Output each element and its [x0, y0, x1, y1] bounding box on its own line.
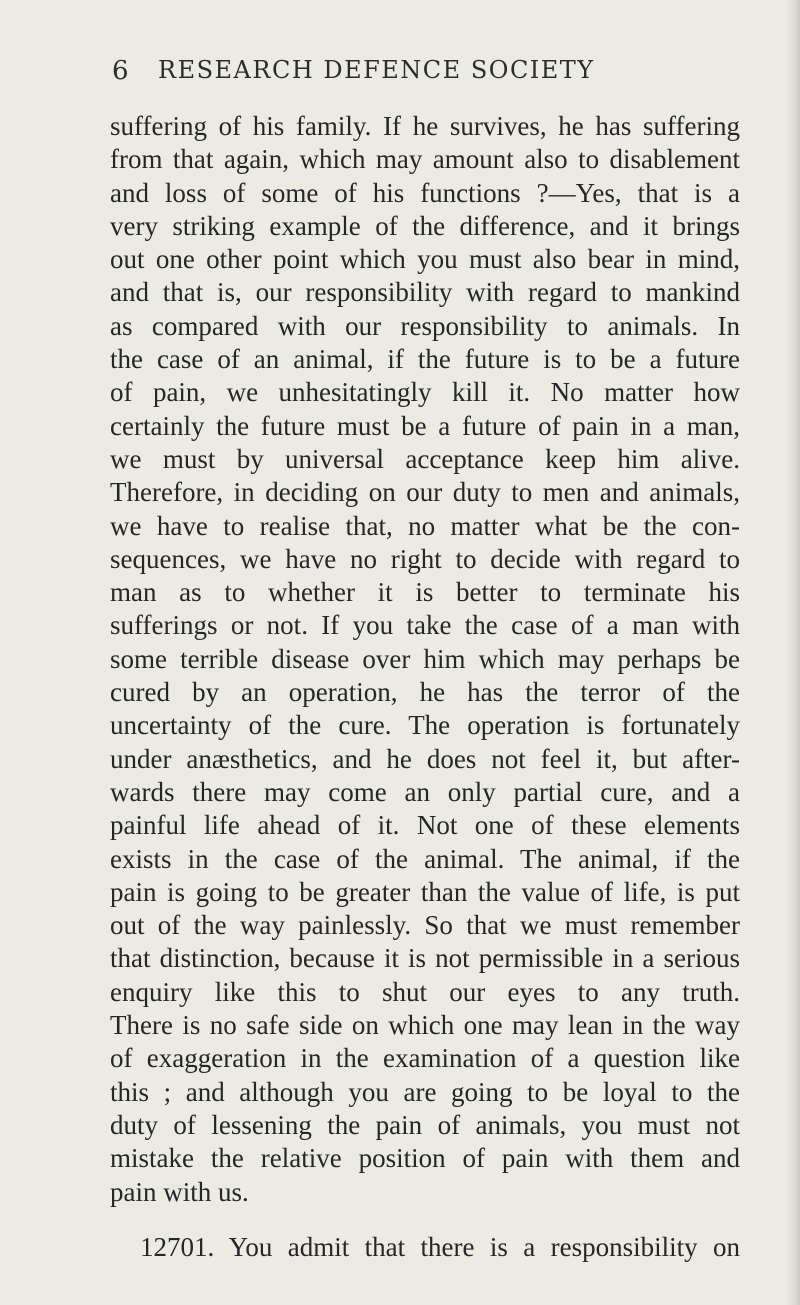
- text-line: cured by an operation, he has the terror of the: [110, 677, 740, 708]
- text-line: very striking example of the difference, and it brings: [110, 210, 740, 241]
- text-line: enquiry like this to shut our eyes to any truth.: [110, 976, 740, 1007]
- text-line: Therefore, in deciding on our duty to men and animals,: [110, 477, 740, 508]
- text-line: out of the way painlessly. So that we must remember: [110, 910, 740, 941]
- text-line: painful life ahead of it. Not one of these elements: [110, 810, 740, 841]
- text-line: and loss of some of his functions ?—Yes, that is a: [110, 177, 740, 208]
- text-line: 12701. You admit that there is a responsibility on: [140, 1231, 740, 1262]
- text-line: sufferings or not. If you take the case of a man with: [110, 610, 740, 641]
- text-line: pain is going to be greater than the value of life, is put: [110, 876, 740, 907]
- text-line: of exaggeration in the examination of a question like: [110, 1043, 740, 1074]
- text-line: sequences, we have no right to decide with regard to: [110, 543, 740, 574]
- text-line: of pain, we unhesitatingly kill it. No matter how: [110, 377, 740, 408]
- body-text: [110, 110, 740, 1264]
- running-head: [112, 56, 672, 92]
- text-line: that distinction, because it is not permissible in a serious: [110, 943, 740, 974]
- text-line: under anæsthetics, and he does not feel it, but after-: [110, 743, 740, 774]
- answer-paragraph: [110, 110, 740, 1209]
- running-title: RESEARCH DEFENCE SOCIETY: [158, 56, 595, 84]
- text-line: man as to whether it is better to terminate his: [110, 577, 740, 608]
- page-edge-shadow: [786, 0, 800, 1305]
- text-line: suffering of his family. If he survives, he has suffering: [110, 111, 740, 141]
- text-line: we have to realise that, no matter what be the con-: [110, 510, 740, 541]
- text-line: from that again, which may amount also to disablement: [110, 144, 740, 175]
- text-line: the case of an animal, if the future is to be a future: [110, 344, 740, 375]
- text-line: this ; and although you are going to be loyal to the: [110, 1076, 740, 1107]
- question-paragraph: [110, 1231, 740, 1264]
- text-line: we must by universal acceptance keep him alive.: [110, 443, 740, 474]
- text-line: mistake the relative position of pain with them and: [110, 1143, 740, 1174]
- text-line: There is no safe side on which one may lean in the way: [110, 1010, 740, 1041]
- text-line: exists in the case of the animal. The animal, if the: [110, 843, 740, 874]
- page-number: 6: [112, 56, 129, 86]
- text-line: as compared with our responsibility to animals. In: [110, 310, 740, 341]
- text-line: and that is, our responsibility with regard to mankind: [110, 277, 740, 308]
- text-line: wards there may come an only partial cure, and a: [110, 776, 740, 807]
- text-line: certainly the future must be a future of pain in a man,: [110, 410, 740, 441]
- text-line: some terrible disease over him which may perhaps be: [110, 643, 740, 674]
- text-line: uncertainty of the cure. The operation is fortunately: [110, 710, 740, 741]
- text-line: pain with us.: [110, 1176, 249, 1207]
- text-line: duty of lessening the pain of animals, you must not: [110, 1109, 740, 1140]
- text-line: out one other point which you must also bear in mind,: [110, 244, 740, 275]
- paragraph-gap: [110, 1209, 740, 1231]
